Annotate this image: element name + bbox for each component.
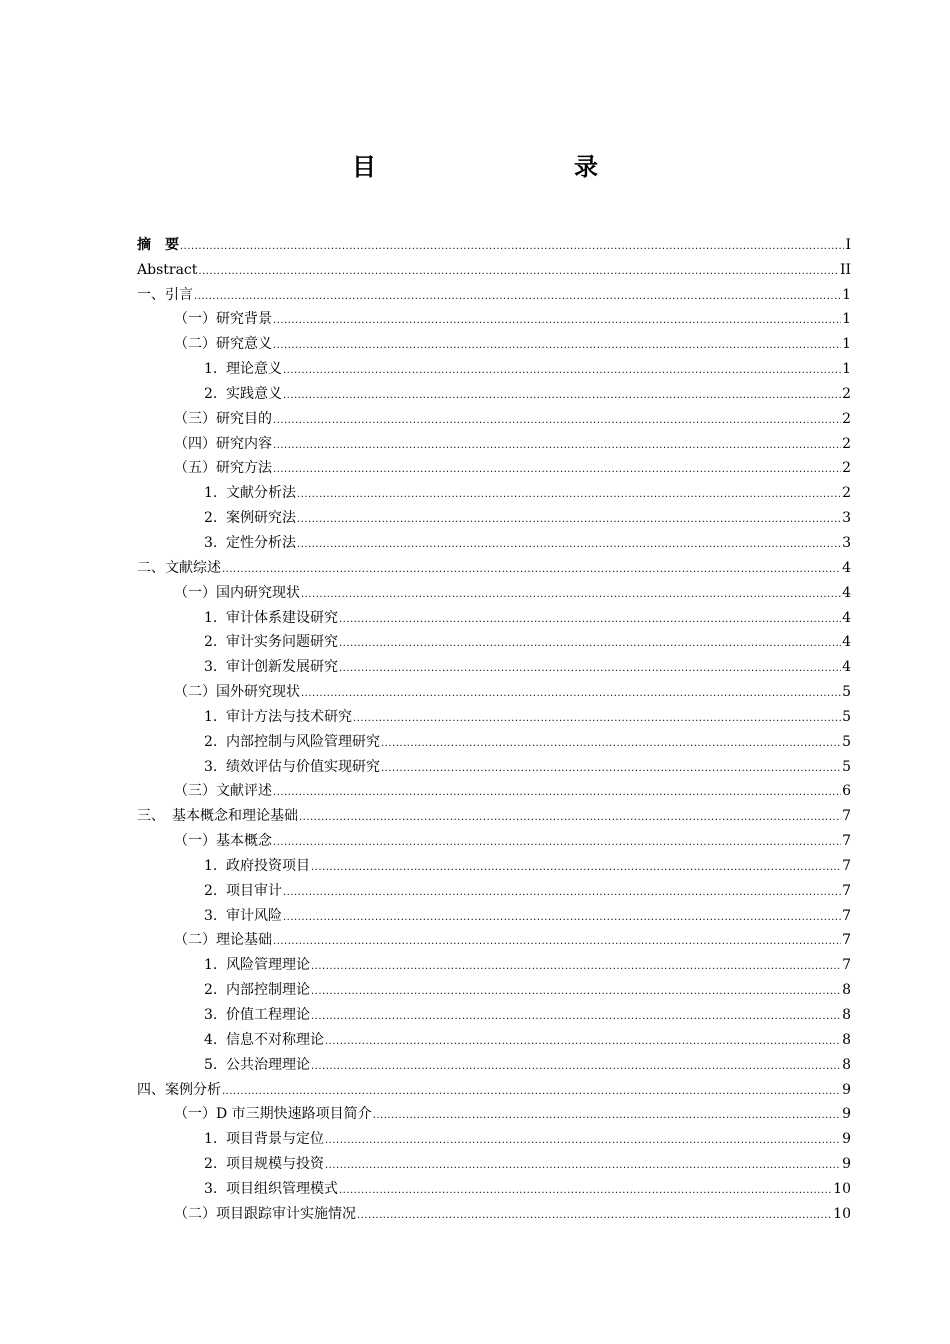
toc-entry[interactable] — [137, 230, 851, 255]
toc-entry-label — [204, 508, 296, 528]
toc-page-number: 7 — [842, 857, 851, 874]
toc-entry-text: （三）研究目的 — [174, 410, 272, 427]
toc-leader-dots — [311, 860, 841, 876]
toc-entry[interactable] — [137, 975, 851, 1000]
toc-entry-text: （二）国外研究现状 — [174, 684, 300, 701]
toc-entry[interactable] — [137, 752, 851, 777]
toc-page-number: 2 — [842, 460, 851, 477]
toc-leader-dots — [297, 512, 841, 528]
toc-entry-text: （一）基本概念 — [174, 833, 272, 850]
toc-page-number: 9 — [842, 1106, 851, 1123]
toc-entry-text: （一）D 市三期快速路项目简介 — [174, 1106, 372, 1123]
toc-entry-label — [174, 583, 300, 603]
toc-entry-text: （二）理论基础 — [174, 932, 272, 949]
toc-leader-dots — [273, 413, 841, 429]
toc-entry-text: （四）研究内容 — [174, 435, 272, 452]
toc-entry-label — [204, 1055, 310, 1075]
toc-entry-text: 审计风险 — [226, 907, 282, 924]
toc-page-number: 8 — [842, 1056, 851, 1073]
toc-entry-number: 1. — [204, 957, 218, 974]
toc-page-number: 9 — [842, 1156, 851, 1173]
toc-entry-text: （一）国内研究现状 — [174, 584, 300, 601]
toc-entry-label — [137, 1080, 221, 1100]
toc-entry-text: 审计实务问题研究 — [226, 634, 338, 651]
toc-entry-label — [204, 1179, 338, 1199]
toc-entry-text: 审计体系建设研究 — [226, 609, 338, 626]
toc-entry[interactable] — [137, 329, 851, 354]
toc-page-number: 7 — [842, 932, 851, 949]
toc-leader-dots — [283, 388, 841, 404]
toc-entry-number: 3. — [204, 1180, 218, 1197]
toc-entry[interactable] — [137, 826, 851, 851]
toc-leader-dots — [273, 934, 841, 950]
toc-entry-label — [174, 458, 272, 478]
toc-entry-number: 1. — [204, 857, 218, 874]
toc-entry-number: 2. — [204, 385, 218, 402]
toc-entry-number: 3. — [204, 907, 218, 924]
toc-entry-text: 定性分析法 — [226, 534, 296, 551]
toc-leader-dots — [299, 810, 841, 826]
toc-entry[interactable] — [137, 1075, 851, 1100]
toc-entry-number: 1. — [204, 1131, 218, 1148]
toc-entry[interactable] — [137, 578, 851, 603]
toc-entry-label — [137, 260, 197, 280]
toc-entry-label — [204, 757, 380, 777]
toc-entry-label — [137, 235, 179, 255]
toc-entry-text: 二、文献综述 — [137, 559, 221, 576]
toc-page-number: 7 — [842, 833, 851, 850]
toc-entry-label — [174, 682, 300, 702]
toc-leader-dots — [311, 959, 841, 975]
toc-leader-dots — [301, 686, 841, 702]
toc-entry[interactable] — [137, 478, 851, 503]
toc-page-number: 1 — [842, 361, 851, 378]
toc-entry-text: 项目组织管理模式 — [226, 1180, 338, 1197]
toc-entry-label — [204, 657, 338, 677]
toc-page-number: 4 — [842, 659, 851, 676]
toc-entry-text: 四、案例分析 — [137, 1081, 221, 1098]
toc-entry-number: 1. — [204, 609, 218, 626]
toc-entry[interactable] — [137, 1174, 851, 1199]
toc-entry-text: 摘 要 — [137, 236, 179, 253]
toc-entry-label — [204, 707, 352, 727]
toc-entry-number: 2. — [204, 634, 218, 651]
toc-entry[interactable] — [137, 354, 851, 379]
toc-entry-label — [204, 732, 380, 752]
toc-leader-dots — [198, 264, 839, 280]
toc-entry[interactable] — [137, 652, 851, 677]
toc-entry-label — [137, 285, 193, 305]
toc-page-number: 1 — [842, 336, 851, 353]
toc-entry-label — [174, 831, 272, 851]
toc-leader-dots — [339, 636, 841, 652]
toc-leader-dots — [273, 313, 841, 329]
toc-entry-label — [204, 533, 296, 553]
toc-entry[interactable] — [137, 528, 851, 553]
toc-leader-dots — [339, 1183, 832, 1199]
toc-entry-number: 5. — [204, 1056, 218, 1073]
toc-entry-label — [174, 781, 272, 801]
toc-entry-label — [204, 632, 338, 652]
toc-entry-label — [204, 906, 282, 926]
toc-entry-text: 政府投资项目 — [226, 857, 310, 874]
toc-entry-text: 文献分析法 — [226, 485, 296, 502]
toc-entry-number: 2. — [204, 733, 218, 750]
toc-entry[interactable] — [137, 1025, 851, 1050]
toc-entry-label — [204, 359, 282, 379]
toc-entry[interactable] — [137, 901, 851, 926]
toc-page-number: 10 — [833, 1205, 851, 1222]
toc-leader-dots — [373, 1108, 841, 1124]
toc-entry-label — [174, 1204, 356, 1224]
toc-entry-label — [204, 980, 310, 1000]
toc-leader-dots — [353, 711, 841, 727]
toc-entry[interactable] — [137, 1124, 851, 1149]
toc-leader-dots — [325, 1034, 841, 1050]
toc-entry-text: 内部控制与风险管理研究 — [226, 733, 380, 750]
toc-entry-number: 3. — [204, 758, 218, 775]
toc-entry-text: 项目审计 — [226, 882, 282, 899]
toc-leader-dots — [297, 487, 841, 503]
toc-entry-text: 审计创新发展研究 — [226, 659, 338, 676]
toc-entry-label — [137, 558, 221, 578]
toc-page-number: 2 — [842, 410, 851, 427]
toc-entry[interactable] — [137, 777, 851, 802]
toc-entry-text: （三）文献评述 — [174, 783, 272, 800]
toc-entry-text: （一）研究背景 — [174, 311, 272, 328]
toc-entry-label — [174, 434, 272, 454]
toc-page-number: 4 — [842, 609, 851, 626]
toc-entry-label — [204, 608, 338, 628]
toc-entry-number: 3. — [204, 659, 218, 676]
toc-page-number: 8 — [842, 982, 851, 999]
toc-entry[interactable] — [137, 727, 851, 752]
toc-entry[interactable] — [137, 926, 851, 951]
toc-leader-dots — [339, 661, 841, 677]
toc-entry-text: （五）研究方法 — [174, 460, 272, 477]
toc-leader-dots — [180, 239, 844, 255]
toc-entry-label — [204, 881, 282, 901]
toc-leader-dots — [273, 462, 841, 478]
toc-page-number: 2 — [842, 385, 851, 402]
toc-leader-dots — [297, 537, 841, 553]
toc-entry-text: 实践意义 — [226, 385, 282, 402]
toc-entry[interactable] — [137, 1000, 851, 1025]
toc-entry-text: （二）项目跟踪审计实施情况 — [174, 1205, 356, 1222]
toc-entry[interactable] — [137, 280, 851, 305]
toc-leader-dots — [311, 1059, 841, 1075]
toc-entry-text: 项目规模与投资 — [226, 1156, 324, 1173]
toc-entry-text: 公共治理理论 — [226, 1056, 310, 1073]
toc-entry-number: 2. — [204, 510, 218, 527]
toc-entry[interactable] — [137, 628, 851, 653]
toc-entry-text: 三、 基本概念和理论基础 — [137, 808, 298, 825]
toc-entry-label — [204, 384, 282, 404]
toc-page-number: 5 — [842, 708, 851, 725]
toc-entry-label — [204, 1129, 324, 1149]
toc-page-number: 7 — [842, 808, 851, 825]
toc-entry[interactable] — [137, 1050, 851, 1075]
toc-entry-number: 3. — [204, 1007, 218, 1023]
toc-leader-dots — [273, 438, 841, 454]
toc-page-number: 10 — [833, 1180, 851, 1197]
toc-entry-label — [174, 1104, 372, 1124]
toc-entry-text: （二）研究意义 — [174, 336, 272, 353]
toc-entry[interactable] — [137, 851, 851, 876]
toc-entry[interactable] — [137, 454, 851, 479]
toc-leader-dots — [222, 1084, 841, 1100]
toc-page-number: 5 — [842, 758, 851, 775]
toc-entry-label — [204, 955, 310, 975]
toc-entry-text: 内部控制理论 — [226, 982, 310, 999]
toc-entry[interactable] — [137, 404, 851, 429]
toc-entry-number: 2. — [204, 1156, 218, 1173]
toc-entry-number: 1. — [204, 485, 218, 502]
toc-entry[interactable] — [137, 1100, 851, 1125]
toc-page-number: 6 — [842, 783, 851, 800]
toc-page-number: 3 — [842, 534, 851, 551]
toc-leader-dots — [311, 1009, 841, 1025]
toc-entry[interactable] — [137, 876, 851, 901]
toc-page-number: 1 — [842, 311, 851, 328]
toc-leader-dots — [273, 785, 841, 801]
toc-entry-label — [174, 409, 272, 429]
toc-entry-text: 项目背景与定位 — [226, 1131, 324, 1148]
toc-entry[interactable] — [137, 603, 851, 628]
toc-leader-dots — [301, 587, 841, 603]
toc-leader-dots — [222, 562, 841, 578]
toc-leader-dots — [283, 910, 841, 926]
toc-entry[interactable] — [137, 429, 851, 454]
toc-page-number: 7 — [842, 957, 851, 974]
toc-page-number: 9 — [842, 1081, 851, 1098]
toc-entry-number: 1. — [204, 708, 218, 725]
toc-page-number: 4 — [842, 559, 851, 576]
toc-entry-label — [204, 1154, 324, 1174]
toc-entry[interactable] — [137, 255, 851, 280]
toc-entry-text: 审计方法与技术研究 — [226, 708, 352, 725]
toc-entry-number: 4. — [204, 1031, 218, 1048]
toc-entry-text: 一、引言 — [137, 286, 193, 303]
toc-page-number: 3 — [842, 510, 851, 527]
toc-entry-label — [174, 334, 272, 354]
toc-entry-text: Abstract — [137, 261, 198, 278]
toc-page-number: 9 — [842, 1131, 851, 1148]
toc-page-number: 7 — [842, 907, 851, 924]
toc-entry-label — [204, 1005, 310, 1025]
toc-entry-label — [174, 930, 272, 950]
toc-entry-number: 3. — [204, 534, 218, 551]
toc-entry[interactable] — [137, 702, 851, 727]
toc-entry-text: 绩效评估与价值实现研究 — [226, 758, 380, 775]
toc-entry-text: 风险管理理论 — [226, 957, 310, 974]
toc-page-number: 8 — [842, 1007, 851, 1023]
toc-leader-dots — [339, 612, 841, 628]
toc-entry[interactable] — [137, 801, 851, 826]
toc-entry[interactable] — [137, 677, 851, 702]
toc-entry-label — [137, 806, 298, 826]
page-title: 目 录 — [352, 153, 648, 181]
toc-entry-label — [204, 856, 310, 876]
toc-entry-text: 案例研究法 — [226, 510, 296, 527]
toc-leader-dots — [325, 1133, 841, 1149]
toc-page-number: 7 — [842, 882, 851, 899]
toc-leader-dots — [273, 835, 841, 851]
toc-leader-dots — [273, 338, 841, 354]
toc-entry-number: 2. — [204, 882, 218, 899]
toc-page-number: II — [839, 261, 851, 278]
toc-entry-text: 理论意义 — [226, 361, 282, 378]
toc-entry-label — [204, 483, 296, 503]
toc-entry-text: 信息不对称理论 — [226, 1031, 324, 1048]
toc-entry[interactable] — [137, 1199, 851, 1224]
toc-leader-dots — [311, 984, 841, 1000]
toc-page-number: 2 — [842, 485, 851, 502]
toc-entry[interactable] — [137, 950, 851, 975]
toc-entry[interactable] — [137, 305, 851, 330]
toc-leader-dots — [381, 761, 841, 777]
toc-entry-number: 2. — [204, 982, 218, 999]
toc-page-number: 4 — [842, 584, 851, 601]
toc-entry[interactable] — [137, 1149, 851, 1174]
toc-page-number: 4 — [842, 634, 851, 651]
toc-page-number: 8 — [842, 1031, 851, 1048]
toc-leader-dots — [283, 363, 841, 379]
toc-entry[interactable] — [137, 503, 851, 528]
toc-page-number: 5 — [842, 684, 851, 701]
toc-leader-dots — [357, 1208, 832, 1224]
toc-entry[interactable] — [137, 553, 851, 578]
toc-entry-label — [204, 1030, 324, 1050]
toc-entry-label — [174, 309, 272, 329]
toc-page-number: I — [845, 236, 851, 253]
toc-leader-dots — [194, 289, 841, 305]
toc-entry[interactable] — [137, 379, 851, 404]
toc-leader-dots — [381, 736, 841, 752]
toc-page-number: 1 — [842, 286, 851, 303]
toc-page-number: 2 — [842, 435, 851, 452]
toc-leader-dots — [325, 1158, 841, 1174]
toc-entry-text: 价值工程理论 — [226, 1007, 310, 1023]
toc-entry-number: 1. — [204, 361, 218, 378]
toc-leader-dots — [283, 885, 841, 901]
toc-page-number: 5 — [842, 733, 851, 750]
table-of-contents — [137, 230, 851, 1224]
